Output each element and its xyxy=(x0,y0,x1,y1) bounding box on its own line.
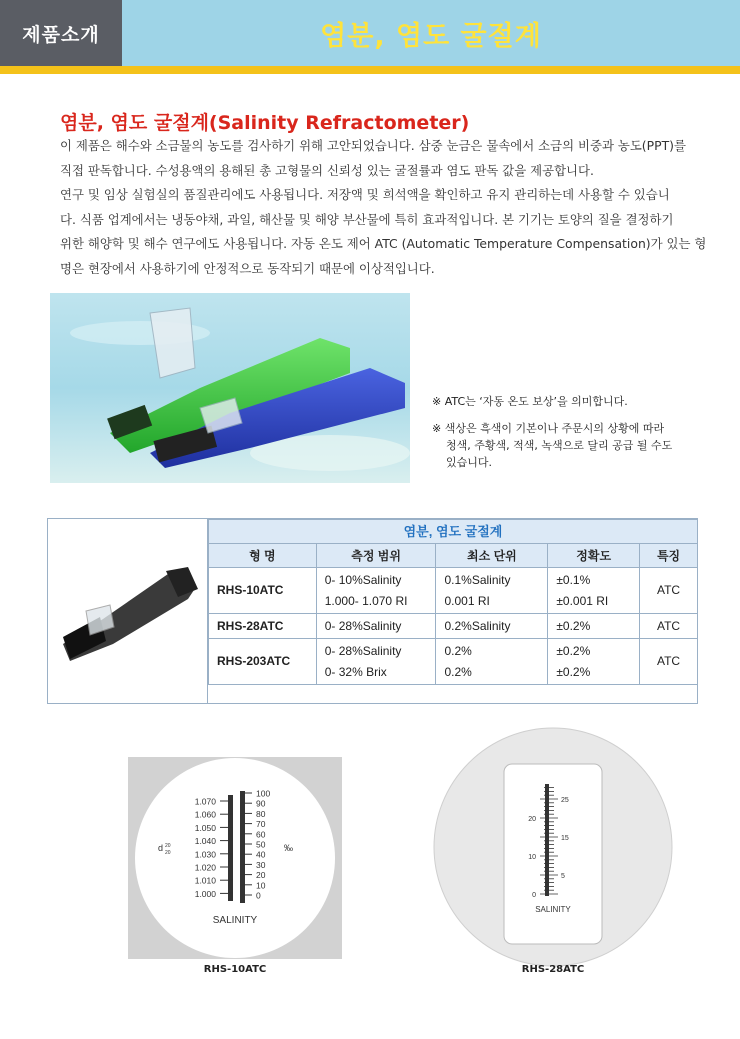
header-unit: 최소 단위 xyxy=(436,544,548,568)
unit-cell xyxy=(436,639,548,685)
description-line: 이 제품은 해수와 소금물의 농도를 검사하기 위해 고안되었습니다. 삼중 눈금은 물속에서 소금의 비중과 농도(PPT)를 xyxy=(60,138,686,153)
section-tab: 제품소개 xyxy=(0,0,122,66)
scale-tick-label: 1.020 xyxy=(194,862,216,873)
scale-tick-label: 100 xyxy=(256,788,271,799)
unit-cell xyxy=(436,568,548,614)
unit-cell: 0.2%Salinity xyxy=(436,614,548,639)
accuracy-value: ±0.1% xyxy=(556,572,591,587)
accuracy-value: ±0.2% xyxy=(556,643,591,658)
black-refractometer-image xyxy=(48,519,208,703)
note-atc: ※ ATC는 ‘자동 온도 보상’을 의미합니다. xyxy=(432,395,628,408)
table-row xyxy=(209,614,698,639)
product-description xyxy=(60,134,710,281)
scale-bar xyxy=(240,791,245,903)
scale-tick-label: 1.050 xyxy=(194,822,216,833)
table-row xyxy=(209,568,698,614)
product-title: 염분, 염도 굴절계(Salinity Refractometer) xyxy=(60,112,470,134)
scale-tick-label: 90 xyxy=(256,798,266,809)
table-row xyxy=(209,639,698,685)
scale-tick-label: 20 xyxy=(256,870,266,881)
scale-tick-label: 80 xyxy=(256,808,266,819)
page-title: 염분, 염도 굴절계 xyxy=(320,20,542,52)
range-cell: 0- 28%Salinity xyxy=(316,614,436,639)
unit-value: 0.001 RI xyxy=(444,593,490,608)
spec-table xyxy=(208,519,698,685)
scale-rhs-28atc xyxy=(432,726,674,968)
header-feature: 특징 xyxy=(640,544,698,568)
description-line: 연구 및 임상 실험실의 품질관리에도 사용됩니다. 저장액 및 희석액을 확인하고 유지 관리하는데 사용할 수 있습니 xyxy=(60,187,670,202)
unit-value: 0.2% xyxy=(444,664,472,679)
table-caption: 염분, 염도 굴절계 xyxy=(209,520,698,544)
range-cell xyxy=(316,639,436,685)
description-line: 명은 현장에서 사용하기에 안정적으로 동작되기 때문에 이상적입니다. xyxy=(60,260,435,276)
scale-tick-label: 1.010 xyxy=(194,875,216,886)
feature-cell: ATC xyxy=(640,639,698,685)
feature-cell: ATC xyxy=(640,614,698,639)
unit-value: 0.1%Salinity xyxy=(444,572,511,587)
accuracy-cell: ±0.2% xyxy=(548,614,640,639)
feature-cell: ATC xyxy=(640,568,698,614)
scale-tick-label: 1.070 xyxy=(194,796,216,807)
scale-tick-label: 0 xyxy=(256,890,261,901)
refractometer-photo-illustration xyxy=(50,293,410,483)
range-value: 0- 28%Salinity xyxy=(324,643,402,658)
accuracy-cell xyxy=(548,568,640,614)
spec-table-container xyxy=(47,518,698,704)
scale-tick-label: 20 xyxy=(528,816,536,823)
notes xyxy=(432,393,722,481)
note-color-line: ※ 색상은 흑색이 기본이나 주문시의 상황에 따라 xyxy=(432,422,665,435)
note-color-line: 있습니다. xyxy=(446,456,493,469)
range-value: 0- 32% Brix xyxy=(324,664,387,679)
scale-tick-label: 1.040 xyxy=(194,836,216,847)
range-value: 0- 10%Salinity xyxy=(324,572,402,587)
model-cell: RHS-10ATC xyxy=(209,568,317,614)
scale-tick-label: 60 xyxy=(256,829,266,840)
scale-tick-label: 40 xyxy=(256,849,266,860)
scale-caption: RHS-28ATC xyxy=(521,964,585,975)
scale-unit-superscript: 20 xyxy=(165,843,171,849)
scale-label: SALINITY xyxy=(535,905,571,914)
header-range: 측정 범위 xyxy=(316,544,436,568)
model-cell: RHS-28ATC xyxy=(209,614,317,639)
accuracy-value: ±0.001 RI xyxy=(556,593,609,608)
scale-tick-label: 50 xyxy=(256,839,266,850)
unit-value: 0.2% xyxy=(444,643,472,658)
scale-tick-label: 10 xyxy=(256,880,266,891)
scale-tick-label: 1.030 xyxy=(194,849,216,860)
scale-view-2 xyxy=(432,726,674,968)
scale-tick-label: 0 xyxy=(532,892,536,899)
description-line: 위한 해양학 및 해수 연구에도 사용됩니다. 자동 온도 제어 ATC (Automatic Temperature Compensation)가 있는 형 xyxy=(60,236,707,251)
note-color-line: 청색, 주황색, 적색, 녹색으로 달리 공급 될 수도 xyxy=(446,439,673,452)
scale-tick-label: 1.060 xyxy=(194,809,216,820)
scale-bar xyxy=(228,795,233,901)
description-line: 직접 판독합니다. 수성용액의 용해된 총 고형물의 신뢰성 있는 굴절률과 염도 판독 값을 제공합니다. xyxy=(60,162,594,178)
range-cell xyxy=(316,568,436,614)
black-refractometer-illustration xyxy=(48,519,208,703)
scale-tick-label: 1.000 xyxy=(194,888,216,899)
scale-tick-label: 70 xyxy=(256,819,266,830)
scale-caption: RHS-10ATC xyxy=(203,964,267,975)
scale-unit: ‰ xyxy=(284,843,293,853)
header-accent-bar xyxy=(0,66,740,74)
model-cell: RHS-203ATC xyxy=(209,639,317,685)
scale-tick-label: 10 xyxy=(528,854,536,861)
scale-tick-label: 30 xyxy=(256,859,266,870)
scale-rhs-10atc xyxy=(128,757,342,959)
scale-view-1 xyxy=(128,757,342,959)
accuracy-value: ±0.2% xyxy=(556,664,591,679)
scale-unit: d xyxy=(158,843,164,853)
scale-bar xyxy=(545,784,549,896)
page-header xyxy=(0,0,740,66)
scale-unit-subscript: 20 xyxy=(165,850,171,856)
accuracy-cell xyxy=(548,639,640,685)
scale-tick-label: 5 xyxy=(561,873,565,880)
scale-tick-label: 15 xyxy=(561,835,569,842)
product-photo xyxy=(50,293,410,483)
scale-tick-label: 25 xyxy=(561,797,569,804)
range-value: 1.000- 1.070 RI xyxy=(324,593,408,608)
description-line: 다. 식품 업계에서는 냉동야채, 과일, 해산물 및 해양 부산물에 특히 효과적입니다. 본 기기는 토양의 질을 결정하기 xyxy=(60,211,674,227)
scale-label: SALINITY xyxy=(212,915,258,926)
header-model: 형 명 xyxy=(209,544,317,568)
header-accuracy: 정확도 xyxy=(548,544,640,568)
table-header-row xyxy=(209,544,698,568)
